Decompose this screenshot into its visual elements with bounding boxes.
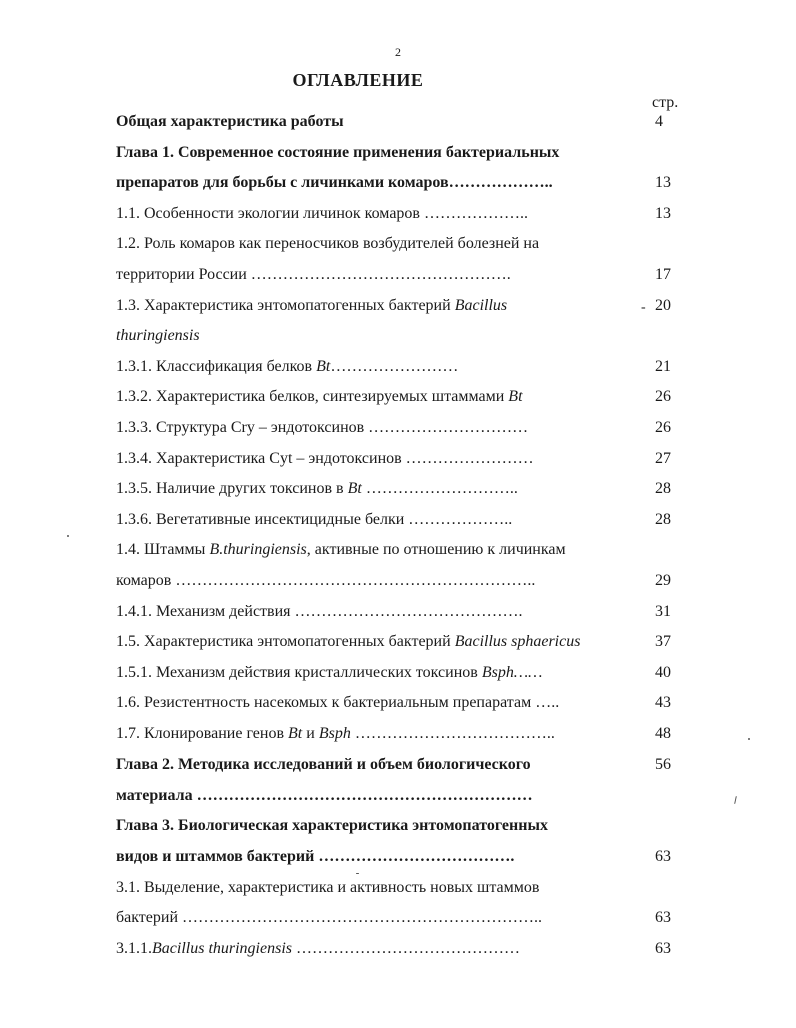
toc-page-number: 56 [655, 756, 671, 773]
toc-entry-italic: Bt [508, 388, 523, 405]
toc-entry [116, 540, 566, 560]
toc-page-number: 48 [655, 725, 671, 742]
toc-entry [116, 663, 542, 683]
toc-entry [116, 387, 523, 407]
toc-entry-leader: …………………………………… [292, 940, 520, 957]
toc-entry-italic: thuringiensis [116, 327, 200, 344]
toc-entry: 1.3.3. Структура Cry – эндотоксинов ………………………… [116, 419, 529, 436]
toc-entry: территории России …………………………………………. [116, 266, 511, 283]
toc-page-number: 43 [655, 694, 671, 711]
stray-dash: - [641, 300, 646, 315]
toc-page-number: 28 [655, 511, 671, 528]
toc-entry-italic: Bt [316, 358, 331, 375]
toc-page-number: 28 [655, 480, 671, 497]
toc-page-number: 63 [655, 909, 671, 926]
toc-entry-italic: Bt [288, 725, 303, 742]
toc-entry [116, 357, 458, 377]
toc-entry [116, 632, 580, 652]
toc-entry-italic: Bsph…… [481, 664, 543, 681]
toc-entry-text: и [302, 725, 319, 742]
toc-page-number: 26 [655, 419, 671, 436]
toc-entry-leader: …………………… [330, 358, 459, 375]
toc-entry-text: 1.5. Характеристика энтомопатогенных бактерий [116, 633, 455, 650]
toc-entry: препаратов для борьбы с личинками комаров……………….. [116, 174, 553, 191]
toc-entry: материала ……………………………………………………… [116, 787, 533, 804]
toc-entry [116, 296, 507, 316]
toc-page-number: 40 [655, 664, 671, 681]
toc-entry: Глава 1. Современное состояние применения бактериальных [116, 144, 560, 161]
toc-entry-text: 3.1.1. [116, 940, 152, 957]
toc-entry-leader: ……………………………….. [350, 725, 555, 742]
toc-entry: видов и штаммов бактерий ………………………………. [116, 848, 515, 865]
toc-entry: 1.2. Роль комаров как переносчиков возбудителей болезней на [116, 235, 540, 252]
page-column-label: стр. [652, 94, 679, 111]
toc-entry-leader: ……………………….. [361, 480, 518, 497]
toc-entry-text: 1.7. Клонирование генов [116, 725, 289, 742]
toc-page-number: 37 [655, 633, 671, 650]
page-number: 2 [395, 45, 401, 59]
toc-entry: 1.1. Особенности экологии личинок комаров ……………….. [116, 205, 528, 222]
toc-entry: Общая характеристика работы [116, 113, 344, 130]
toc-entry: Глава 3. Биологическая характеристика энтомопатогенных [116, 817, 548, 834]
toc-entry: 1.4.1. Механизм действия ……………………………………. [116, 603, 523, 620]
toc-entry-italic: B.thuringiensis [209, 541, 307, 558]
toc-entry: 1.3.4. Характеристика Cyt – эндотоксинов …………………… [116, 450, 534, 467]
toc-page-number: 20 [655, 297, 671, 314]
toc-entry-text: 1.3.2. Характеристика белков, синтезируемых штаммами [116, 388, 509, 405]
toc-page-number: 27 [655, 450, 671, 467]
toc-page-number: 13 [655, 174, 671, 191]
toc-entry-text: , активные по отношению к личинкам [306, 541, 566, 558]
toc-page-number: 26 [655, 388, 671, 405]
toc-entry-italic: Bacillus [454, 297, 508, 314]
toc-page-number: 17 [655, 266, 671, 283]
toc-entry-italic: Bsph [318, 725, 351, 742]
toc-entry-text: 1.4. Штаммы [116, 541, 210, 558]
toc-page-number: 4 [655, 113, 663, 130]
toc-entry-italic: Bacillus sphaericus [454, 633, 581, 650]
toc-entry: бактерий ………………………………………………………….. [116, 909, 543, 926]
scan-speck [67, 535, 69, 537]
toc-entry-text: 1.5.1. Механизм действия кристаллических токсинов [116, 664, 482, 681]
scan-speck [748, 738, 750, 740]
toc-entry-text: 1.3. Характеристика энтомопатогенных бактерий [116, 297, 455, 314]
toc-page-number: 63 [655, 940, 671, 957]
toc-entry [116, 939, 520, 959]
toc-page-number: 63 [655, 848, 671, 865]
scan-speck [734, 796, 737, 804]
toc-page-number: 13 [655, 205, 671, 222]
page-title: ОГЛАВЛЕНИЕ [292, 70, 424, 90]
toc-entry: 1.3.6. Вегетативные инсектицидные белки ……………….. [116, 511, 513, 528]
toc-entry [116, 724, 555, 744]
toc-page-number: 31 [655, 603, 671, 620]
scan-speck [356, 873, 359, 874]
toc-entry-italic: Bacillus thuringiensis [152, 940, 292, 957]
toc-entry: Глава 2. Методика исследований и объем биологического [116, 756, 531, 773]
toc-page-number: 29 [655, 572, 671, 589]
toc-entry [116, 479, 518, 499]
toc-entry: 3.1. Выделение, характеристика и активность новых штаммов [116, 879, 540, 896]
toc-entry-text: 1.3.1. Классификация белков [116, 358, 317, 375]
toc-entry-italic: Bt [347, 480, 362, 497]
toc-entry-text: 1.3.5. Наличие других токсинов в [116, 480, 348, 497]
toc-entry [116, 326, 200, 346]
toc-page-number: 21 [655, 358, 671, 375]
toc-entry: 1.6. Резистентность насекомых к бактериальным препаратам ….. [116, 694, 560, 711]
toc-entry: комаров ………………………………………………………….. [116, 572, 536, 589]
